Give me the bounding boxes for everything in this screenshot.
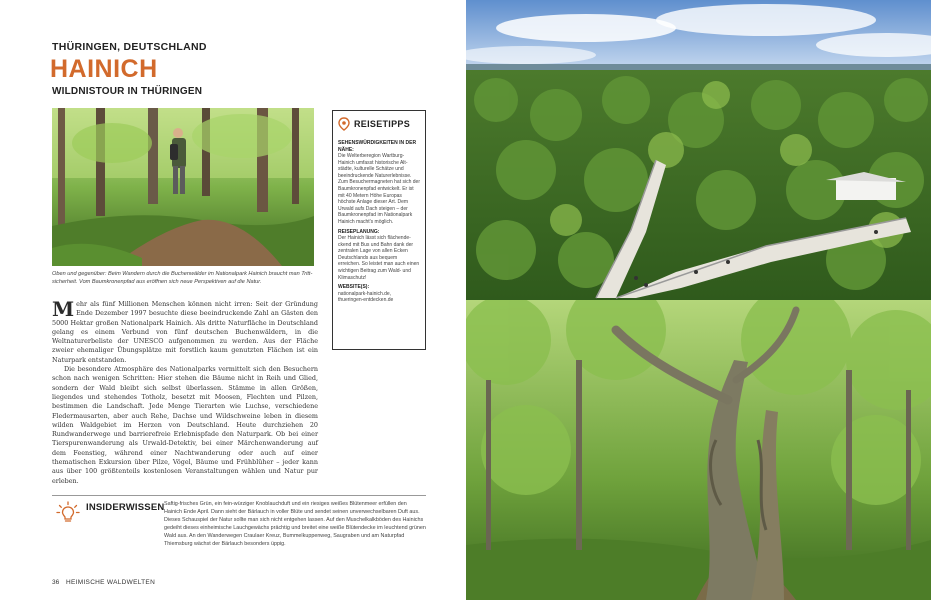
kicker: THÜRINGEN, DEUTSCHLAND	[52, 41, 207, 53]
article-body	[52, 297, 318, 486]
website-link-1[interactable]: nationalpark-hainich.de,	[338, 290, 392, 297]
website-label: WEBSITE(S):	[338, 284, 370, 291]
dropcap: M	[52, 297, 75, 321]
insider-title: INSIDERWISSEN	[86, 502, 165, 513]
paragraph-1: ehr als fünf Millionen Menschen können nicht irren: Seit der Gründung Ende Dezember 1997 besuchte diese beeindruckende Zahl an Gästen den 5000 Hektar großen Nationalpark Hainich. Als dritte Naturfläche in Deutschland gelang es einem Verbund von fünf deutschen Buchenwäldern, in die Weltnaturerbeliste der UNESCO aufgenommen zu werden. Aus der Fläche zweier ehemaliger Übungsplätze mit forstlich kaum genutzten Flächen ist ein Naturpark entstanden.	[52, 300, 318, 364]
hiker-forest-image	[52, 108, 314, 266]
hiker-forest-photo	[52, 108, 314, 266]
insider-text: Saftig-frisches Grün, ein fein-würziger Knoblauchduft und ein riesiges weißes Blütenmeer erfüllen den Hainich Ende April. Dann sieht der Bärlauch in voller Blüte und sendet seinen unverwechselbaren Duft aus. Dieses Schauspiel der Natur sollte man sich nicht entgehen lassen. Auf den Muschelkalkböden des Hainichs gedeiht dieses einheimische Lauchgewächs prächtig und breitet eine weiße Blütendecke im leuchtend grünen Wald aus. An den Wanderwegen Craulaer Kreuz, Bummelkuppenweg, Saugraben und am Naturpfad Thiemsburg wächst der Bärlauch besonders üppig.	[164, 501, 426, 547]
travel-label: REISEPLANUNG:	[338, 228, 380, 235]
paragraph-2: Die besondere Atmosphäre des Nationalparks vermittelt sich den Besuchern schon nach wenigen Schritten: Hier stehen die Bäume nicht in Reih und Glied, sondern der Wald bleibt sich selbst überlassen. Stämme in allen Größen, liegendes und stehendes Totholz, besetzt mit Moosen, Flechten und Pilzen, bestimmen die Landschaft. Jede Menge Tierarten wie Luchse, verschiedene Fledermausarten, aber auch Rehe, Dachse und Wildschweine leben in diesem wilden Waldgebiet im Herzen von Deutschland. Heute durchziehen 20 Rundwanderwege und barrierefreie Erlebnispfade den Naturpark. Ob bei einer Tierspurenwanderung als Urwald-Detektiv, bei einer Märchenwanderung auf dem Feenstieg, während einer Nachtwanderung oder auch auf einer thematischen Exkursion über Pilze, Vögel, Bäume und Frühblüher – jeder kann aus über 100 größtenteils kostenlosen Veranstaltungen wählen und Natur pur erleben.	[52, 365, 318, 485]
map-pin-icon	[338, 117, 350, 131]
travel-text: Der Hainich lässt sich flächendeckend mit Bus und Bahn dank der zentralen Lage von allen Ecken Deutschlands aus bequem erreichen. So leistet man auch einen wichtigen Beitrag zum Wald- und Klimaschutz!	[338, 235, 420, 281]
canopy-walkway-image	[466, 0, 931, 300]
canopy-walkway-photo	[466, 0, 931, 300]
insider-divider	[52, 495, 426, 496]
sights-label: SEHENSWÜRDIGKEITEN IN DER NÄHE:	[338, 140, 417, 153]
right-page-photos	[466, 0, 931, 600]
page-title: HAINICH	[50, 55, 158, 83]
page-number: 36	[52, 579, 60, 586]
website-link-2[interactable]: thueringen-entdecken.de	[338, 297, 394, 304]
lightbulb-icon	[56, 501, 80, 525]
running-footer: HEIMISCHE WALDWELTEN	[66, 579, 156, 586]
photo-caption: Oben und gegenüber: Beim Wandern durch die Buchenwälder im Nationalpark Hainich braucht man Trittsicherheit. Vom Baumkronenpfad aus eröffnen sich neue Perspektiven auf die Natur.	[52, 271, 313, 285]
old-beech-tree-photo	[466, 300, 931, 600]
old-beech-tree-image	[466, 300, 931, 600]
tips-title: REISETIPPS	[354, 119, 411, 129]
travel-tips-box	[332, 110, 426, 350]
sights-text: Die Welterberegion Wartburg-Hainich umfasst historische Altstädte, kulturelle Schätze und beeindruckende Naturerlebnisse. Zum Besuchermagneten hat sich der Baumkronenpfad entwickelt. Er ist mit 40 Metern Höhe Europas höchste Anlage dieser Art. Dem Urwald aufs Dach steigen – der Baumkronenpfad im Nationalpark Hainich macht's möglich.	[338, 153, 420, 225]
page-subtitle: WILDNISTOUR IN THÜRINGEN	[52, 86, 203, 97]
